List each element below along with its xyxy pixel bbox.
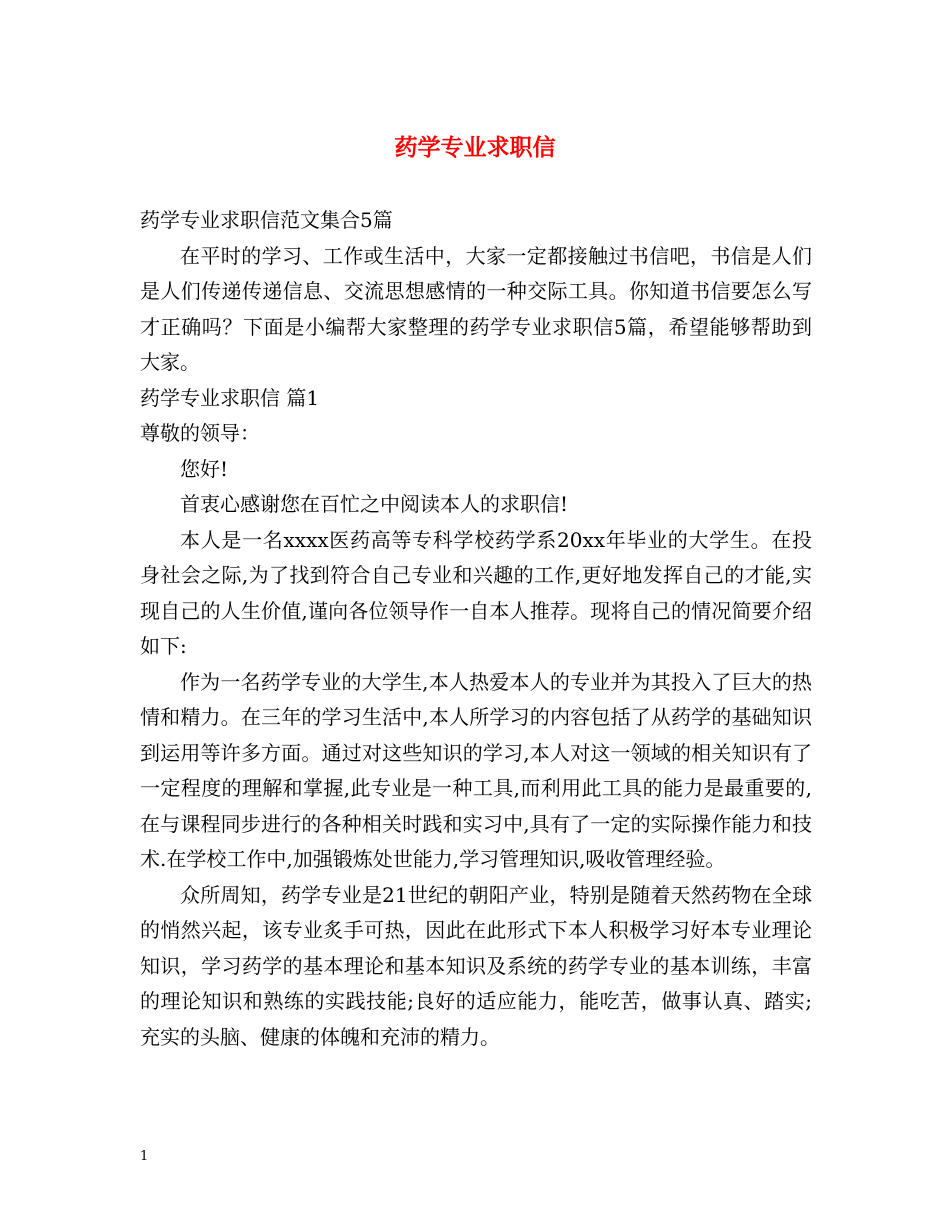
paragraph: 药学专业求职信范文集合5篇 (140, 208, 393, 232)
page-number: 1 (140, 1149, 149, 1164)
greeting: 您好! (180, 456, 229, 481)
salutation: 尊敬的领导： (140, 421, 260, 445)
paragraph: 众所周知，药学专业是21世纪的朝阳产业，特别是随着天然药物在全球的悄然兴起，该专业炙手可热，因此在此形式下本人积极学习好本专业理论知识，学习药学的基本理论和基本知识及系统的药学专业的基本训练，丰富的理论知识和熟练的实践技能;良好的适应能力，能吃苦，做事认真、踏实;充实的头脑、健康的体魄和充沛的精力。 (140, 882, 812, 1049)
document-title: 药学专业求职信 (394, 134, 556, 161)
paragraph: 首衷心感谢您在百忙之中阅读本人的求职信! (180, 492, 569, 516)
paragraph: 作为一名药学专业的大学生,本人热爱本人的专业并为其投入了巨大的热情和精力。在三年的学习生活中,本人所学习的内容包括了从药学的基础知识到运用等许多方面。通过对这些知识的学习,本人对这一领域的相关知识有了一定程度的理解和掌握,此专业是一种工具,而利用此工具的能力是最重要的,在与课程同步进行的各种相关时践和实习中,具有了一定的实际操作能力和技术.在学校工作中,加强锻炼处世能力,学习管理知识,吸收管理经验。 (140, 669, 812, 871)
document-body (140, 203, 812, 1055)
paragraph: 在平时的学习、工作或生活中，大家一定都接触过书信吧，书信是人们是人们传递传递信息、交流思想感情的一种交际工具。你知道书信要怎么写才正确吗？下面是小编帮大家整理的药学专业求职信5篇，希望能够帮助到大家。 (140, 243, 812, 374)
paragraph: 本人是一名xxxx医药高等专科学校药学系20xx年毕业的大学生。在投身社会之际,为了找到符合自己专业和兴趣的工作,更好地发挥自己的才能,实现自己的人生价值,谨向各位领导作一自本人推荐。现将自己的情况简要介绍如下: (140, 527, 812, 658)
section-heading: 药学专业求职信 篇1 (140, 385, 320, 410)
